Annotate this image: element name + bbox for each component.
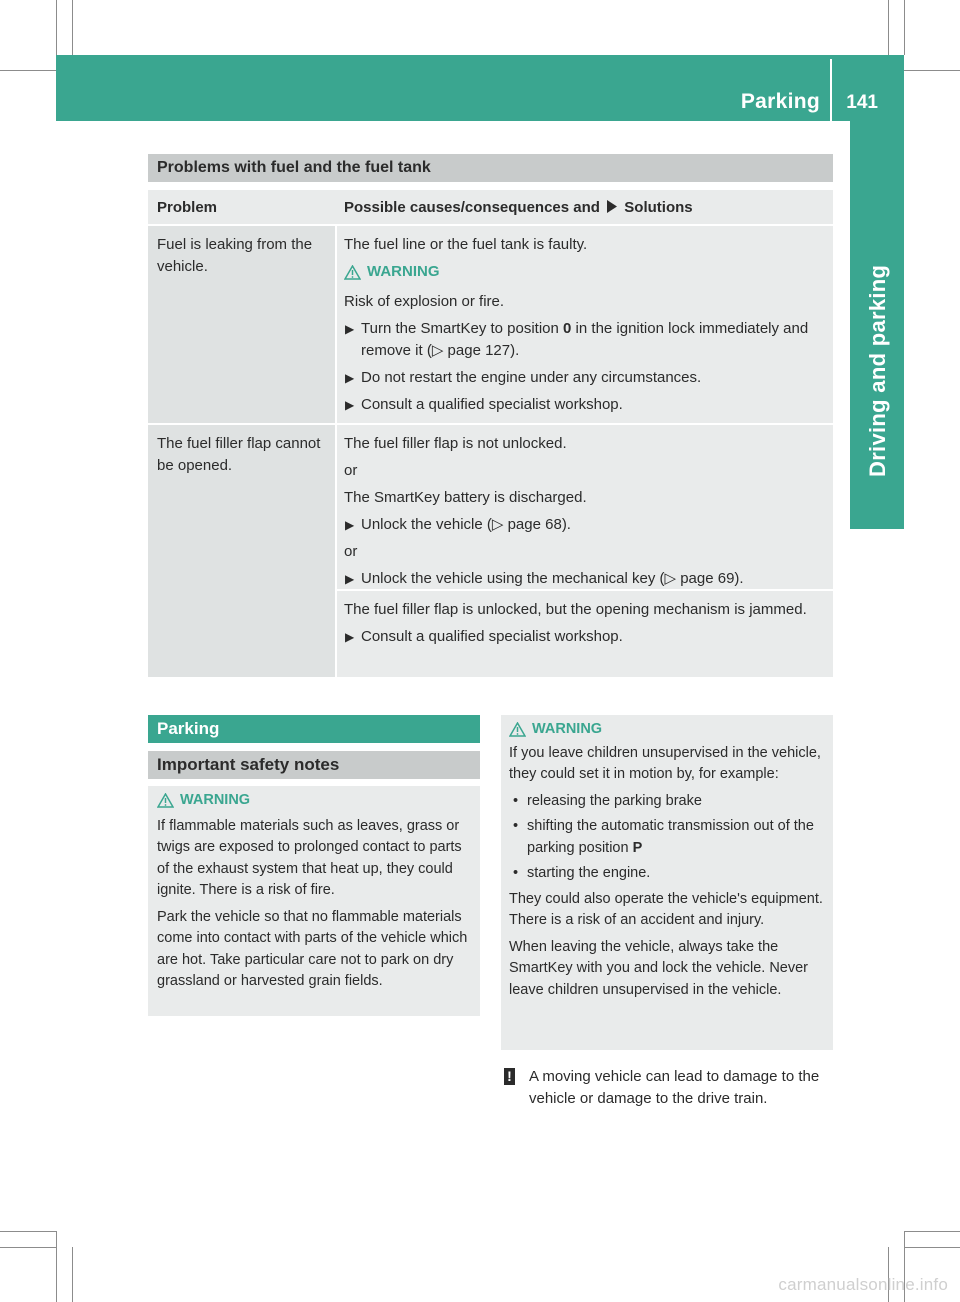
cause-text: The fuel filler flap is not unlocked. [344, 435, 567, 452]
column-header-solutions [344, 197, 693, 219]
crop-mark [904, 1231, 960, 1232]
table-row-1-solutions [337, 226, 833, 423]
problem-text: The fuel filler flap cannot be opened. [157, 435, 321, 474]
bullet-icon: • [513, 865, 519, 881]
instruction-step [344, 367, 829, 389]
table-title-bar [148, 154, 833, 182]
page-number: 141 [846, 92, 878, 113]
chapter-tab-label: Driving and parking [865, 264, 890, 477]
bullet-icon: • [513, 818, 519, 834]
header-divider [830, 59, 832, 121]
list-item [509, 816, 827, 859]
column-header-solutions-pre: Possible causes/consequences and [344, 199, 600, 216]
warning-label [157, 790, 472, 812]
warning-label [344, 261, 829, 283]
notice-icon: ! [504, 1068, 515, 1085]
arrow-icon: ▶ [345, 518, 355, 532]
column-header-solutions-post: Solutions [624, 199, 693, 216]
column-header-problem: Problem [157, 199, 218, 216]
step-bold: 0 [563, 320, 572, 337]
warning-triangle-icon [344, 265, 361, 280]
table-row-2-problem [148, 425, 335, 677]
crop-mark [904, 0, 905, 55]
cause-text: The fuel line or the fuel tank is faulty. [344, 236, 588, 253]
section-heading-parking [148, 715, 480, 743]
bullet-icon: • [513, 792, 519, 809]
arrow-icon: ▶ [345, 322, 355, 336]
play-arrow-icon [606, 200, 618, 213]
crop-mark [0, 1231, 56, 1232]
or-text: or [344, 462, 358, 479]
chapter-tab [850, 121, 904, 529]
or-text: or [344, 543, 358, 560]
warning-paragraph: They could also operate the vehicle's equipment. There is a risk of an accident and injury. [509, 890, 823, 928]
list-item-text: releasing the parking brake [527, 792, 702, 809]
cause-text: The SmartKey battery is discharged. [344, 489, 587, 506]
fire-warning-box [148, 786, 480, 1016]
arrow-icon: ▶ [345, 630, 355, 644]
instruction-step [344, 318, 829, 362]
warning-triangle-icon [157, 793, 174, 808]
table-row-2-solutions-a [337, 425, 833, 589]
step-text: Unlock the vehicle using the mechanical key (▷ page 69). [361, 570, 744, 587]
table-header-row [148, 190, 833, 224]
table-row-2-solutions-b [337, 591, 833, 677]
instruction-step [344, 626, 824, 648]
arrow-icon: ▶ [345, 371, 355, 385]
arrow-icon: ▶ [345, 398, 355, 412]
crop-mark [72, 1247, 73, 1302]
crop-mark [72, 0, 73, 55]
section-heading-text: Parking [157, 719, 220, 738]
children-warning-box [501, 715, 833, 1050]
warning-triangle-icon [509, 722, 526, 737]
crop-mark [904, 1247, 960, 1248]
list-item [509, 863, 827, 885]
warning-paragraph: If you leave children unsupervised in the vehicle, they could set it in motion by, for example: [509, 744, 821, 782]
warning-label-text: WARNING [180, 792, 251, 808]
header-title: Parking [740, 90, 820, 113]
step-text: Unlock the vehicle (▷ page 68). [361, 516, 571, 533]
warning-paragraph: Park the vehicle so that no flammable materials come into contact with parts of the vehicle which are hot. Take particular care not to park on dry grassland or harvested grain fields. [157, 908, 468, 989]
step-text: Turn the SmartKey to position [361, 320, 564, 337]
notice-text: A moving vehicle can lead to damage to the vehicle or damage to the drive train. [529, 1068, 820, 1107]
watermark: carmanualsonline.info [778, 1275, 948, 1294]
warning-paragraph: When leaving the vehicle, always take the SmartKey with you and lock the vehicle. Never leave children unsupervised in the vehicle. [509, 938, 808, 998]
step-text: Consult a qualified specialist workshop. [361, 628, 623, 645]
risk-text: Risk of explosion or fire. [344, 293, 505, 310]
list-item [509, 791, 827, 813]
page-header [56, 55, 904, 121]
warning-label [509, 719, 827, 741]
problem-text: Fuel is leaking from the vehicle. [157, 236, 313, 275]
instruction-step [344, 394, 829, 416]
table-title: Problems with fuel and the fuel tank [157, 159, 431, 176]
step-text: in the ignition lock immediately and remove it (▷ page 127). [361, 320, 809, 359]
instruction-step [344, 514, 824, 536]
crop-mark [888, 0, 889, 55]
crop-mark [56, 1231, 57, 1302]
crop-mark [56, 0, 57, 55]
crop-mark [0, 1247, 56, 1248]
subsection-heading [148, 751, 480, 779]
list-item-text: shifting the automatic transmission out of the parking position [527, 818, 814, 856]
notice [504, 1066, 834, 1110]
step-text: Do not restart the engine under any circumstances. [361, 369, 702, 386]
instruction-step [344, 568, 824, 590]
cause-text: The fuel filler flap is unlocked, but the opening mechanism is jammed. [344, 601, 807, 618]
warning-label-text: WARNING [367, 263, 440, 280]
step-text: Consult a qualified specialist workshop. [361, 396, 623, 413]
arrow-icon: ▶ [345, 572, 355, 586]
warning-paragraph: If flammable materials such as leaves, grass or twigs are exposed to prolonged contact to parts of the exhaust system that heat up, they could ignite. There is a risk of fire. [157, 817, 462, 898]
subsection-heading-text: Important safety notes [157, 755, 340, 774]
warning-label-text: WARNING [532, 721, 603, 737]
list-item-bold: P [632, 839, 643, 856]
list-item-text: starting the engine. [527, 865, 651, 881]
table-row-1-problem [148, 226, 335, 423]
